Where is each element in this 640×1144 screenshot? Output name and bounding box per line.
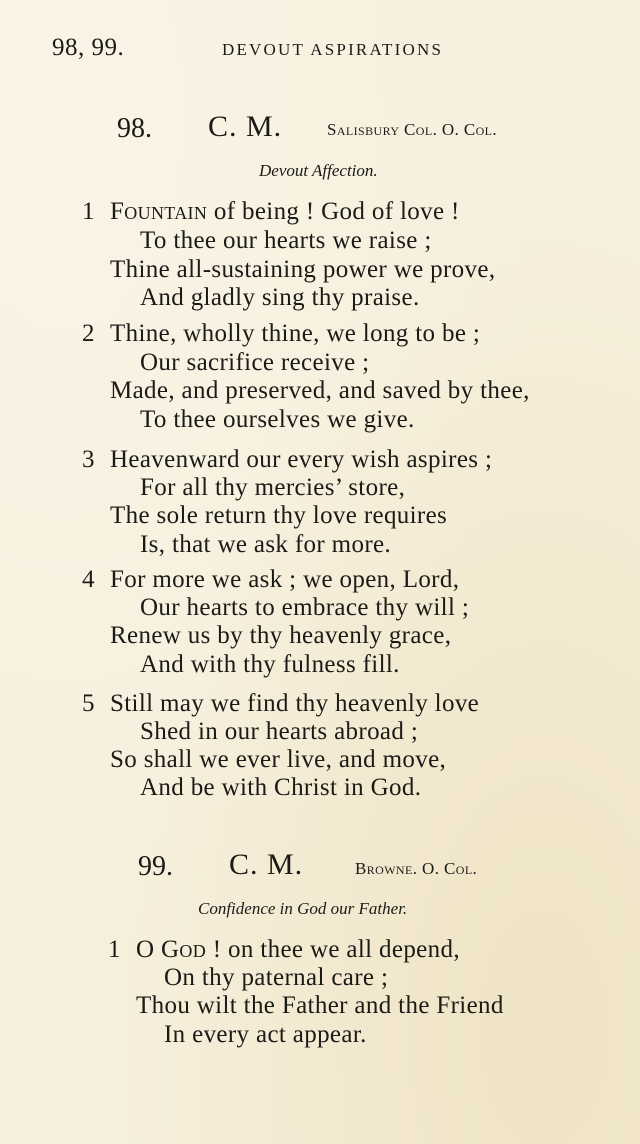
verse-number: 5 xyxy=(82,690,95,717)
verse-line: Thou wilt the Father and the Friend xyxy=(136,992,504,1019)
verse-line: The sole return thy love requires xyxy=(110,502,448,529)
verse-line: So shall we ever live, and move, xyxy=(110,746,447,773)
hymn-number: 99. xyxy=(138,851,173,882)
hymn-meter: C. M. xyxy=(229,848,304,881)
verse-line: Our hearts to embrace thy will ; xyxy=(140,594,470,621)
verse-number: 1 xyxy=(82,198,95,225)
hymn-meter: C. M. xyxy=(208,110,283,143)
verse-line: O God ! on thee we all depend, xyxy=(136,936,460,963)
verse-line: Our sacrifice receive ; xyxy=(140,349,370,376)
verse-number: 1 xyxy=(108,936,121,963)
verse-line: Fountain of being ! God of love ! xyxy=(110,198,460,225)
page-numbers: 98, 99. xyxy=(52,34,125,61)
verse-line: And gladly sing thy praise. xyxy=(140,284,420,311)
verse-line: Is, that we ask for more. xyxy=(140,531,392,558)
running-title: DEVOUT ASPIRATIONS xyxy=(222,40,444,59)
verse-line: Heavenward our every wish aspires ; xyxy=(110,446,493,473)
verse-line: And with thy fulness fill. xyxy=(140,651,400,678)
verse-number: 3 xyxy=(82,446,95,473)
verse-line: For all thy mercies’ store, xyxy=(140,474,406,501)
verse-line: Renew us by thy heavenly grace, xyxy=(110,622,452,649)
verse-line: In every act appear. xyxy=(164,1021,367,1048)
hymn-subject: Devout Affection. xyxy=(259,161,378,180)
verse-number: 2 xyxy=(82,320,95,347)
hymn-tune: Salisbury Col. O. Col. xyxy=(327,120,498,139)
verse-line: To thee our hearts we raise ; xyxy=(140,227,432,254)
verse-line: On thy paternal care ; xyxy=(164,964,389,991)
verse-line: Thine, wholly thine, we long to be ; xyxy=(110,320,481,347)
verse-line: For more we ask ; we open, Lord, xyxy=(110,566,460,593)
verse-line: Still may we find thy heavenly love xyxy=(110,690,480,717)
hymn-tune: Browne. O. Col. xyxy=(355,859,478,878)
verse-line: Made, and preserved, and saved by thee, xyxy=(110,377,530,404)
verse-line: Shed in our hearts abroad ; xyxy=(140,718,419,745)
verse-line: To thee ourselves we give. xyxy=(140,406,415,433)
hymn-subject: Confidence in God our Father. xyxy=(198,899,408,918)
verse-line: Thine all-sustaining power we prove, xyxy=(110,256,496,283)
hymn-number: 98. xyxy=(117,113,152,144)
verse-line: And be with Christ in God. xyxy=(140,774,422,801)
verse-number: 4 xyxy=(82,566,95,593)
